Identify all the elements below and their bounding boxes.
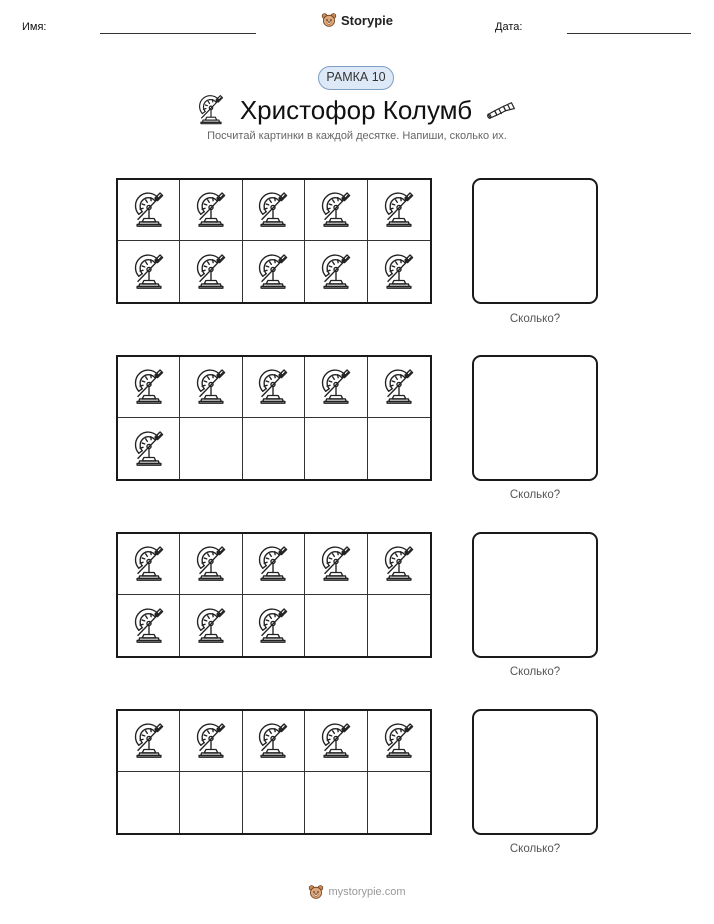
frame-cell <box>118 711 180 772</box>
storypie-bear-icon <box>308 884 324 900</box>
astrolabe-icon <box>319 188 353 232</box>
astrolabe-icon <box>132 719 166 763</box>
frame-cell <box>243 180 305 241</box>
ten-frame-1 <box>116 178 432 304</box>
instructions: Посчитай картинки в каждой десятке. Напиши, сколько их. <box>207 130 507 142</box>
name-line[interactable] <box>100 33 256 34</box>
astrolabe-icon <box>319 250 353 294</box>
frame-cell <box>305 711 367 772</box>
count-label-1: Сколько? <box>509 313 561 325</box>
astrolabe-icon <box>194 188 228 232</box>
frame-badge: РАМКА 10 <box>318 66 394 90</box>
frame-cell <box>180 418 242 479</box>
frame-cell <box>243 357 305 418</box>
astrolabe-icon <box>194 719 228 763</box>
ten-frame-4 <box>116 709 432 835</box>
frame-cell <box>180 595 242 656</box>
frame-cell <box>305 357 367 418</box>
astrolabe-icon <box>194 604 228 648</box>
astrolabe-icon <box>382 365 416 409</box>
frame-cell <box>243 241 305 302</box>
frame-cell <box>368 772 430 833</box>
astrolabe-icon <box>132 250 166 294</box>
astrolabe-icon <box>319 542 353 586</box>
frame-cell <box>180 534 242 595</box>
astrolabe-icon <box>382 542 416 586</box>
astrolabe-icon <box>132 604 166 648</box>
astrolabe-icon <box>256 719 290 763</box>
frame-cell <box>305 241 367 302</box>
frame-cell <box>118 418 180 479</box>
frame-cell <box>368 357 430 418</box>
storypie-bear-icon <box>321 12 337 28</box>
astrolabe-icon <box>132 542 166 586</box>
astrolabe-icon <box>196 92 226 128</box>
date-line[interactable] <box>567 33 691 34</box>
astrolabe-icon <box>382 719 416 763</box>
astrolabe-icon <box>319 365 353 409</box>
astrolabe-icon <box>132 365 166 409</box>
astrolabe-icon <box>194 365 228 409</box>
frame-cell <box>180 711 242 772</box>
count-label-3: Сколько? <box>509 666 561 678</box>
answer-box-4[interactable] <box>472 709 598 835</box>
title-row <box>0 88 714 133</box>
ten-frame-2 <box>116 355 432 481</box>
footer-url[interactable]: mystorypie.com <box>328 886 406 898</box>
count-label-2: Сколько? <box>509 489 561 501</box>
frame-cell <box>305 772 367 833</box>
brand-name: Storypie <box>340 12 393 28</box>
frame-cell <box>118 534 180 595</box>
astrolabe-icon <box>256 188 290 232</box>
frame-cell <box>118 595 180 656</box>
frame-cell <box>368 241 430 302</box>
brand-header <box>0 12 714 33</box>
answer-box-2[interactable] <box>472 355 598 481</box>
astrolabe-icon <box>256 542 290 586</box>
count-label-4: Сколько? <box>509 843 561 855</box>
frame-cell <box>368 418 430 479</box>
astrolabe-icon <box>256 604 290 648</box>
footer <box>0 884 714 905</box>
frame-cell <box>118 772 180 833</box>
frame-cell <box>243 711 305 772</box>
frame-cell <box>180 772 242 833</box>
astrolabe-icon <box>194 250 228 294</box>
astrolabe-icon <box>194 542 228 586</box>
spyglass-icon <box>486 99 518 121</box>
frame-cell <box>180 357 242 418</box>
astrolabe-icon <box>382 188 416 232</box>
astrolabe-icon <box>382 250 416 294</box>
answer-box-1[interactable] <box>472 178 598 304</box>
astrolabe-icon <box>256 250 290 294</box>
frame-cell <box>243 595 305 656</box>
frame-cell <box>118 357 180 418</box>
astrolabe-icon <box>132 188 166 232</box>
frame-cell <box>368 711 430 772</box>
ten-frame-3 <box>116 532 432 658</box>
frame-cell <box>118 180 180 241</box>
frame-cell <box>368 595 430 656</box>
frame-cell <box>368 180 430 241</box>
frame-cell <box>305 534 367 595</box>
name-label: Имя: <box>22 21 47 33</box>
frame-cell <box>243 418 305 479</box>
date-label: Дата: <box>495 21 523 33</box>
frame-cell <box>180 180 242 241</box>
frame-cell <box>305 595 367 656</box>
astrolabe-icon <box>319 719 353 763</box>
frame-cell <box>243 534 305 595</box>
frame-cell <box>243 772 305 833</box>
frame-cell <box>305 180 367 241</box>
frame-cell <box>368 534 430 595</box>
astrolabe-icon <box>256 365 290 409</box>
answer-box-3[interactable] <box>472 532 598 658</box>
frame-cell <box>305 418 367 479</box>
frame-cell <box>118 241 180 302</box>
page-title: Христофор Колумб <box>239 95 473 125</box>
frame-cell <box>180 241 242 302</box>
astrolabe-icon <box>132 427 166 471</box>
